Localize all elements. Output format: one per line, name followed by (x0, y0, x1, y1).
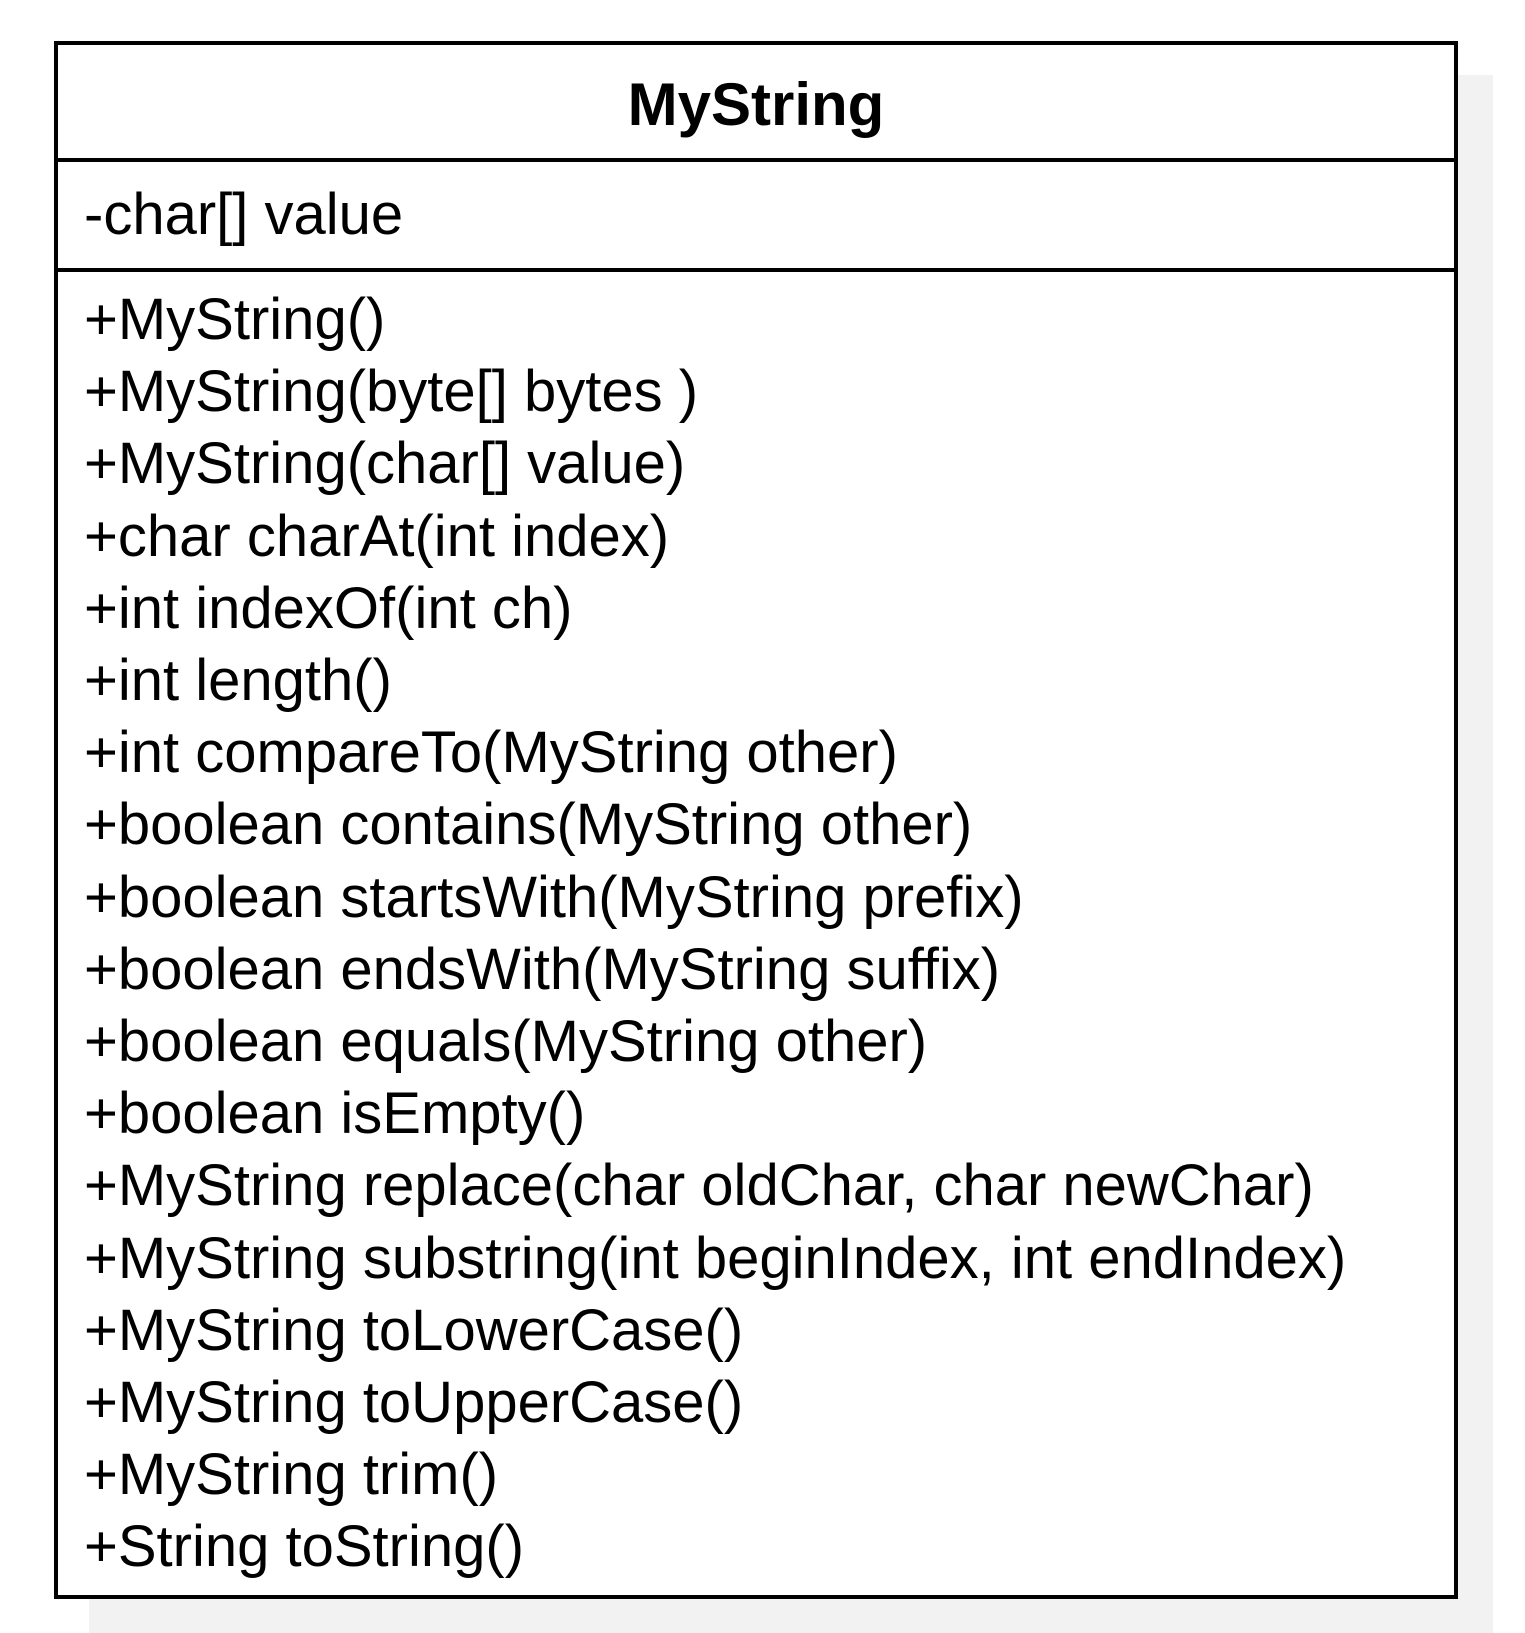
method-item: +char charAt(int index) (84, 503, 670, 569)
method-item: +boolean endsWith(MyString suffix) (84, 936, 1001, 1002)
method-item: +boolean equals(MyString other) (84, 1009, 928, 1075)
method-item: +MyString substring(int beginIndex, int endIndex) (84, 1225, 1347, 1291)
methods-compartment (58, 272, 1454, 1595)
method-item: +int compareTo(MyString other) (84, 720, 898, 786)
method-item: +String toString() (84, 1514, 525, 1580)
method-item: +MyString(byte[] bytes ) (84, 359, 699, 425)
method-item: +MyString toUpperCase() (84, 1370, 744, 1436)
uml-class-box (54, 41, 1458, 1599)
method-item: +int length() (84, 648, 392, 714)
method-item: +MyString(char[] value) (84, 431, 686, 497)
method-item: +MyString replace(char oldChar, char newChar) (84, 1153, 1314, 1219)
class-header (58, 45, 1454, 162)
class-name: MyString (627, 70, 885, 138)
method-item: +boolean startsWith(MyString prefix) (84, 864, 1024, 930)
method-item: +boolean contains(MyString other) (84, 792, 973, 858)
method-item: +MyString toLowerCase() (84, 1297, 744, 1363)
method-item: +int indexOf(int ch) (84, 575, 573, 641)
attribute-item: -char[] value (84, 182, 404, 247)
method-item: +MyString() (84, 287, 386, 352)
attributes-compartment (58, 162, 1454, 272)
method-item: +boolean isEmpty() (84, 1081, 586, 1147)
method-item: +MyString trim() (84, 1442, 499, 1508)
